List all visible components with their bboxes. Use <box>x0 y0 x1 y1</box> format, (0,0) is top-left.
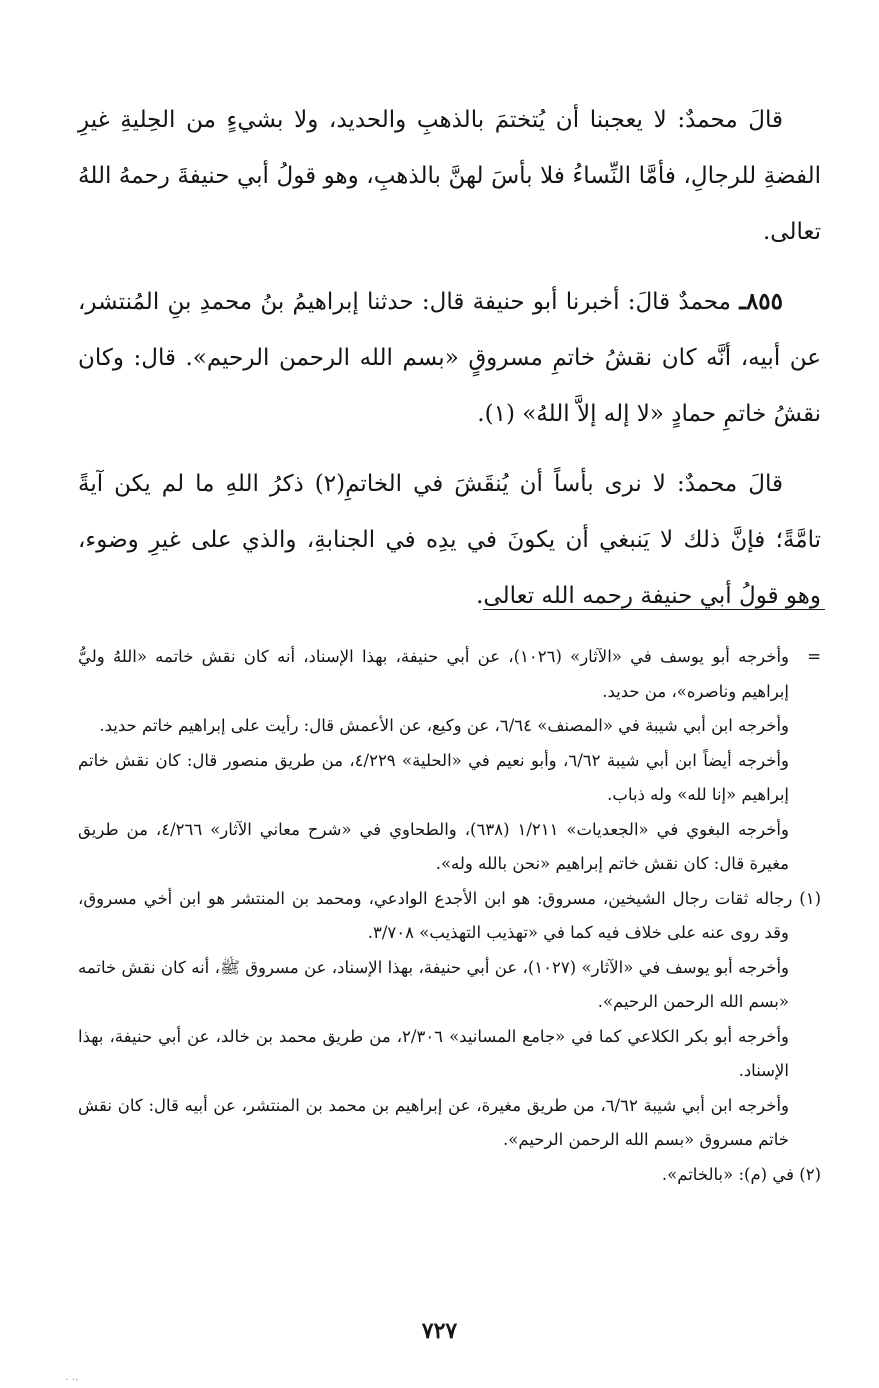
footnote-continuation-3: وأخرجه أيضاً ابن أبي شيبة ٦/٦٢، وأبو نعيم في «الحلية» ٤/٢٢٩، من طريق منصور قال: كان نقش خاتم إبراهيم «إنا لله» وله ذباب. <box>78 750 789 804</box>
footnote-1-part-4: وأخرجه ابن أبي شيبة ٦/٦٢، من طريق مغيرة، عن إبراهيم بن محمد بن المنتشر، عن أبيه قال: كان نقش خاتم مسروق «بسم الله الرحمن الرحيم». <box>78 1095 789 1149</box>
paragraph-3: قالَ محمدٌ: لا نرى بأساً أن يُنقَشَ في الخاتمِ(٢) ذكرُ اللهِ ما لم يكن آيةً تامَّةً؛ فإنَّ ذلك لا يَنبغي أن يكونَ في يدِه في الجنابةِ، والذي على غيرِ وضوء، وهو قولُ أبي حنيفة رحمه الله تعالى. <box>78 471 821 609</box>
paragraph-1: قالَ محمدٌ: لا يعجبنا أن يُتختمَ بالذهبِ والحديد، ولا بشيءٍ من الحِليةِ غيرِ الفضةِ للرجالِ، فأمَّا النِّساءُ فلا بأسَ لهنَّ بالذهبِ، وهو قولُ أبي حنيفةَ رحمهُ اللهُ تعالى. <box>78 107 821 245</box>
footnote-1: (١) رجاله ثقات رجال الشيخين، مسروق: هو ابن الأجدع الوادعي، ومحمد بن المنتشر هو ابن أخي مسروق، وقد روى عنه على خلاف فيه كما في «تهذيب التهذيب» ٣/٧٠٨. <box>78 888 821 942</box>
hadith-number: ٨٥٥ـ <box>739 288 783 315</box>
footnote-continuation-text: وأخرجه أبو يوسف في «الآثار» (١٠٢٦)، عن أبي حنيفة، بهذا الإسناد، أنه كان نقش خاتمه «اللهُ وليُّ إبراهيم وناصره»، من حديد. <box>78 647 790 701</box>
paragraph-855 <box>78 274 821 442</box>
hadith-855-text: محمدٌ قالَ: أخبرنا أبو حنيفة قال: حدثنا إبراهيمُ بنُ محمدِ بنِ المُنتشر، عن أبيه، أنَّه كان نقشُ خاتمِ مسروقٍ «بسم الله الرحمن الرحيم». قال: وكان نقشُ خاتمِ حمادٍ «لا إله إلاَّ اللهُ» (١). <box>78 289 821 427</box>
main-text <box>78 92 821 624</box>
continuation-mark: = <box>807 647 822 666</box>
footnote-2: (٢) في (م): «بالخاتم». <box>661 1164 821 1184</box>
footnote-continuation-2: وأخرجه ابن أبي شيبة في «المصنف» ٦/٦٤، عن وكيع، عن الأعمش قال: رأيت على إبراهيم خاتم حديد. <box>99 716 789 735</box>
scan-marks: .. . <box>65 1372 78 1383</box>
footnote-continuation <box>78 640 821 709</box>
footnote-1-part-3: وأخرجه أبو بكر الكلاعي كما في «جامع المسانيد» ٢/٣٠٦، من طريق محمد بن خالد، عن أبي حنيفة، بهذا الإسناد. <box>78 1026 790 1080</box>
footnotes <box>78 640 821 1192</box>
footnote-1-part-2: وأخرجه أبو يوسف في «الآثار» (١٠٢٧)، عن أبي حنيفة، بهذا الإسناد، عن مسروق ﷺ، أنه كان نقش خاتمه «بسم الله الرحمن الرحيم». <box>78 957 790 1011</box>
footnote-continuation-4: وأخرجه البغوي في «الجعديات» ١/٢١١ (٦٣٨)، والطحاوي في «شرح معاني الآثار» ٤/٢٦٦، من طريق مغيرة قال: كان نقش خاتم إبراهيم «نحن بالله وله». <box>78 819 789 873</box>
page-number: ٧٢٧ <box>421 1318 458 1344</box>
footnote-separator <box>483 609 825 610</box>
